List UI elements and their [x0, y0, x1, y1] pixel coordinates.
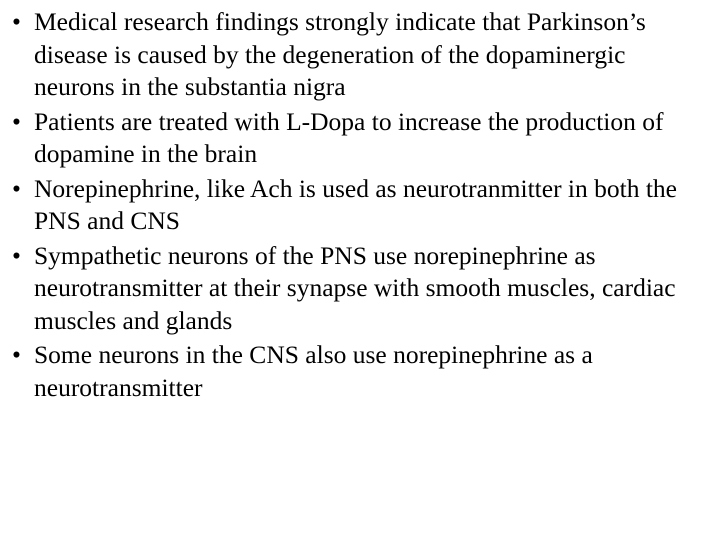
bullet-list — [6, 6, 712, 404]
bullet-icon: • — [12, 340, 21, 369]
bullet-item-norepinephrine — [6, 173, 712, 238]
bullet-text: Norepinephrine, like Ach is used as neurotranmitter in both the PNS and CNS — [34, 173, 678, 235]
bullet-text: Some neurons in the CNS also use norepinephrine as a neurotransmitter — [34, 340, 593, 402]
bullet-icon: • — [12, 240, 21, 270]
bullet-icon: • — [12, 7, 21, 36]
bullet-text: Patients are treated with L-Dopa to increase the production of dopamine in the brain — [34, 106, 664, 168]
bullet-icon: • — [12, 106, 21, 136]
bullet-item-parkinsons — [6, 6, 712, 104]
bullet-icon: • — [12, 173, 21, 203]
bullet-text: Sympathetic neurons of the PNS use norepinephrine as neurotransmitter at their synapse with smooth muscles, cardiac muscles and glands — [34, 240, 676, 335]
bullet-item-sympathetic — [6, 240, 712, 338]
bullet-item-l-dopa — [6, 106, 712, 171]
bullet-item-cns-neurons — [6, 339, 712, 404]
bullet-text: Medical research findings strongly indicate that Parkinson’s disease is caused by the degeneration of the dopaminergic neurons in the substantia nigra — [34, 7, 646, 101]
